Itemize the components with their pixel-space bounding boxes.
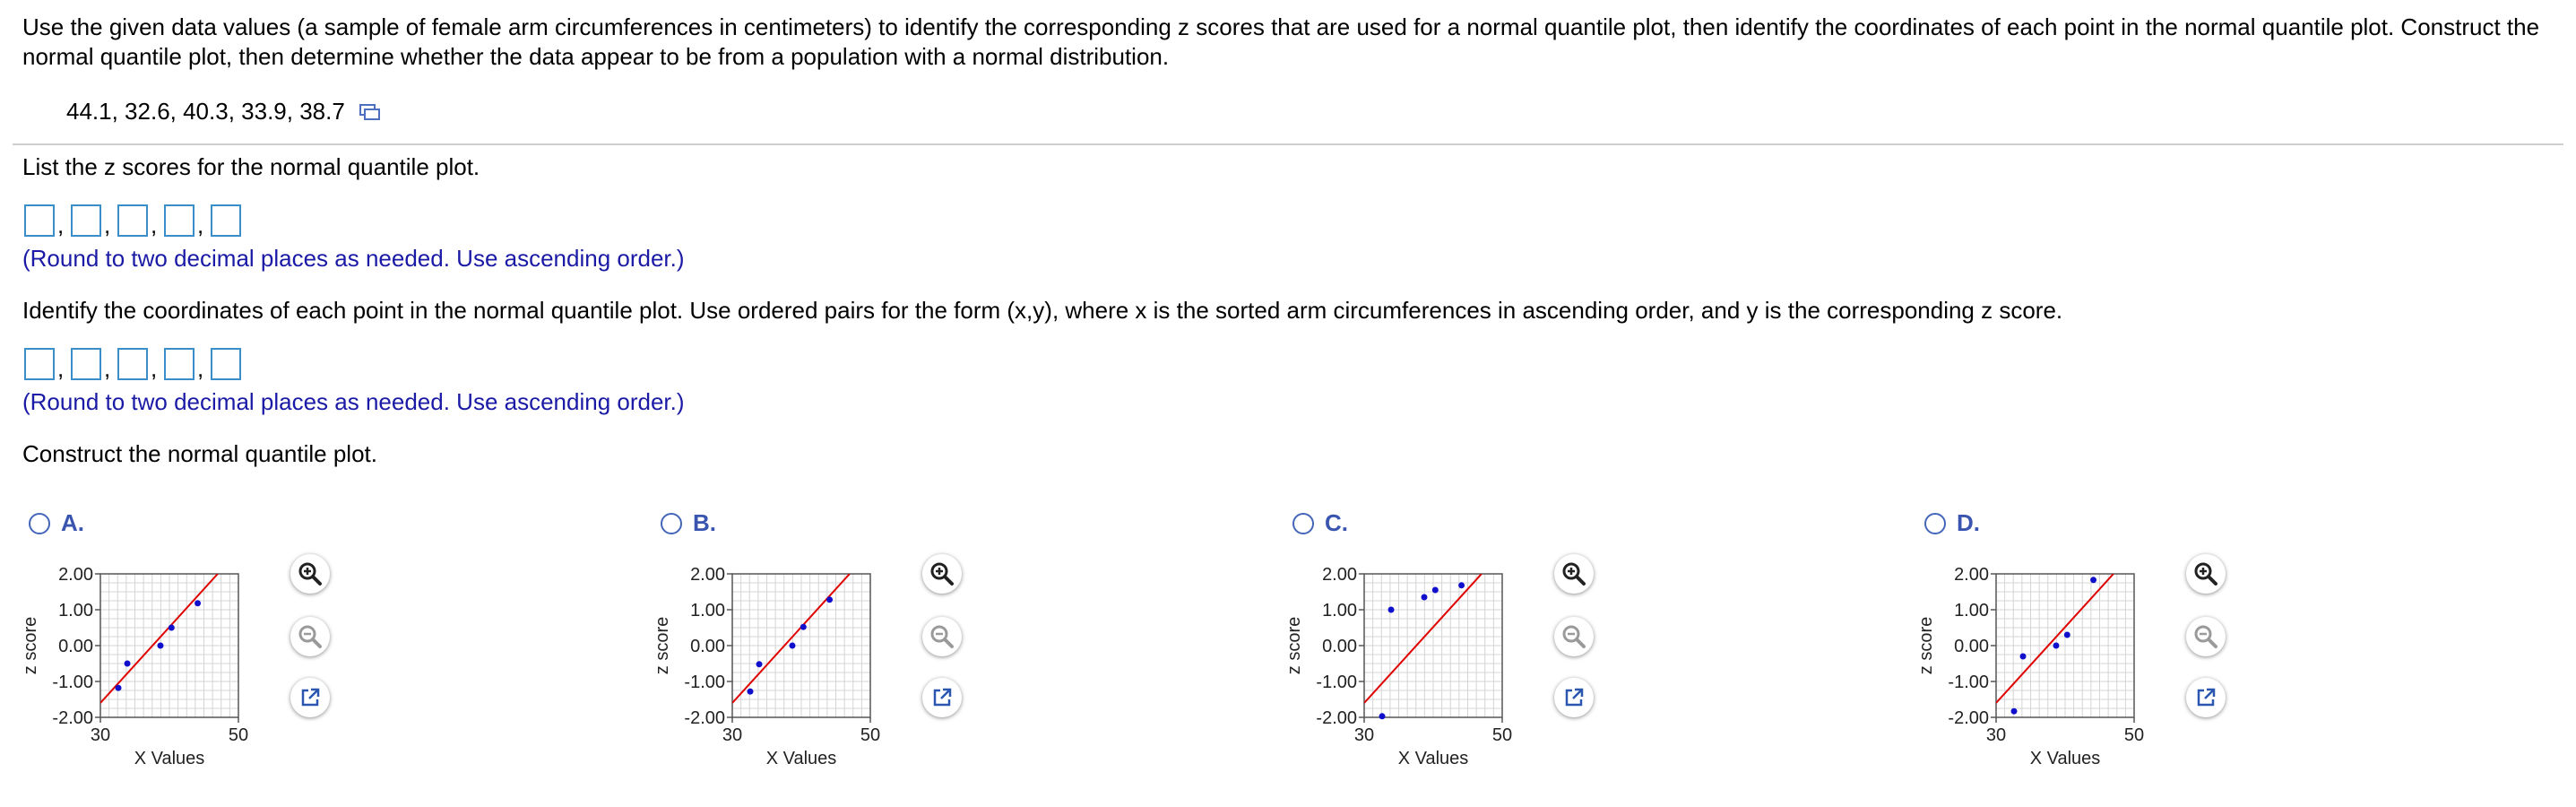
comma: , (57, 212, 65, 239)
zoom-out-icon (2193, 624, 2218, 649)
part2-hint: (Round to two decimal places as needed. Use ascending order.) (22, 388, 685, 415)
zoom-out-button[interactable] (1554, 617, 1594, 656)
y-tick-label: -1.00 (52, 672, 93, 692)
y-tick-label: -2.00 (1948, 708, 1989, 728)
part1-hint: (Round to two decimal places as needed. Use ascending order.) (22, 245, 685, 272)
section-divider (13, 143, 2563, 145)
y-tick-label: -1.00 (1316, 672, 1357, 692)
coordinate-input-4[interactable] (164, 348, 194, 380)
zoom-in-icon (298, 561, 323, 586)
comma: , (151, 212, 158, 239)
data-values (66, 97, 381, 126)
popout-icon (2195, 687, 2217, 708)
y-tick-label: -2.00 (684, 708, 725, 728)
x-tick-label: 50 (228, 725, 249, 745)
data-point (789, 643, 795, 649)
y-tick-label: 0.00 (1322, 637, 1357, 656)
answer-option (1284, 508, 1863, 803)
data-point (1379, 713, 1386, 719)
x-axis-label: X Values (2029, 749, 2101, 768)
x-tick-label: 30 (1353, 725, 1375, 745)
data-point (826, 596, 833, 603)
y-tick-label: 1.00 (58, 601, 93, 620)
data-values-text: 44.1, 32.6, 40.3, 33.9, 38.7 (66, 98, 345, 125)
y-tick-label: 1.00 (690, 601, 725, 620)
x-axis-label: X Values (765, 749, 837, 768)
coordinate-input-2[interactable] (71, 348, 101, 380)
option-radio[interactable] (661, 513, 682, 534)
option-select[interactable] (661, 509, 716, 537)
data-point (1421, 594, 1427, 601)
popout-button[interactable] (922, 678, 962, 717)
y-tick-label: 0.00 (58, 637, 93, 656)
y-tick-label: 2.00 (58, 565, 93, 585)
comma: , (104, 212, 111, 239)
zoom-out-button[interactable] (922, 617, 962, 656)
data-point (2020, 654, 2027, 660)
option-letter: D. (1957, 509, 1980, 536)
data-point (800, 624, 807, 630)
option-radio[interactable] (1924, 513, 1946, 534)
x-tick-label: 30 (1985, 725, 2007, 745)
y-axis-label: z score (1284, 616, 1304, 675)
answer-option (1916, 508, 2494, 803)
y-tick-label: 2.00 (1322, 565, 1357, 585)
zoom-in-icon (2193, 561, 2218, 586)
popout-button[interactable] (1554, 678, 1594, 717)
zscore-answer-row (24, 204, 241, 237)
zoom-in-button[interactable] (290, 554, 330, 594)
answer-option (653, 508, 1231, 803)
option-select[interactable] (1292, 509, 1348, 537)
zscore-input-1[interactable] (24, 204, 55, 237)
y-tick-label: 2.00 (690, 565, 725, 585)
data-point (194, 600, 201, 606)
zoom-in-icon (1561, 561, 1586, 586)
data-point (1432, 587, 1439, 594)
popout-button[interactable] (2186, 678, 2226, 717)
popout-icon (299, 687, 321, 708)
normal-quantile-plot (1284, 561, 1522, 794)
plot-area (21, 565, 248, 768)
x-tick-label: 50 (1491, 725, 1513, 745)
answer-option (21, 508, 599, 803)
data-point (116, 685, 122, 691)
zscore-input-5[interactable] (211, 204, 241, 237)
data-point (2053, 643, 2059, 649)
data-point (2011, 708, 2018, 715)
data-point (756, 661, 763, 667)
y-axis-label: z score (21, 616, 40, 675)
data-point (748, 689, 754, 695)
y-axis-label: z score (653, 616, 672, 675)
y-tick-label: 2.00 (1954, 565, 1989, 585)
comma: , (151, 355, 158, 382)
popout-button[interactable] (290, 678, 330, 717)
data-point (1388, 607, 1395, 613)
data-point (157, 643, 163, 649)
zoom-out-icon (298, 624, 323, 649)
part2-prompt: Identify the coordinates of each point in the normal quantile plot. Use ordered pairs for the form (x,y), where x is the sorted arm circumferences in ascending order, and y is the corresponding z score. (22, 297, 2063, 324)
zscore-input-3[interactable] (117, 204, 148, 237)
coordinate-input-3[interactable] (117, 348, 148, 380)
x-tick-label: 50 (860, 725, 881, 745)
popout-icon (1563, 687, 1585, 708)
part3-prompt: Construct the normal quantile plot. (22, 440, 377, 467)
option-select[interactable] (29, 509, 84, 537)
zoom-out-button[interactable] (2186, 617, 2226, 656)
data-point (2090, 577, 2096, 583)
option-select[interactable] (1924, 509, 1980, 537)
part1-prompt: List the z scores for the normal quantile plot. (22, 153, 480, 180)
plot-area (653, 565, 880, 768)
zoom-out-button[interactable] (290, 617, 330, 656)
y-tick-label: -2.00 (52, 708, 93, 728)
option-letter: C. (1325, 509, 1348, 536)
zoom-in-button[interactable] (1554, 554, 1594, 594)
x-tick-label: 50 (2123, 725, 2145, 745)
zoom-in-button[interactable] (2186, 554, 2226, 594)
comma: , (197, 212, 204, 239)
normal-quantile-plot (1916, 561, 2154, 794)
y-tick-label: -1.00 (1948, 672, 1989, 692)
data-point (125, 661, 131, 667)
x-axis-label: X Values (134, 749, 205, 768)
zscore-input-4[interactable] (164, 204, 194, 237)
coordinate-answer-row (24, 348, 241, 380)
coordinate-input-1[interactable] (24, 348, 55, 380)
plot-area (1284, 565, 1512, 768)
zoom-out-icon (1561, 624, 1586, 649)
y-tick-label: -2.00 (1316, 708, 1357, 728)
comma: , (104, 355, 111, 382)
option-radio[interactable] (29, 513, 50, 534)
zscore-input-2[interactable] (71, 204, 101, 237)
copy-data-icon[interactable] (358, 102, 381, 122)
x-tick-label: 30 (90, 725, 111, 745)
plot-area (1916, 565, 2144, 768)
coordinate-input-5[interactable] (211, 348, 241, 380)
y-tick-label: -1.00 (684, 672, 725, 692)
normal-quantile-plot (21, 561, 258, 794)
data-point (2064, 632, 2070, 638)
option-radio[interactable] (1292, 513, 1314, 534)
popout-icon (931, 687, 953, 708)
comma: , (57, 355, 65, 382)
x-axis-label: X Values (1397, 749, 1469, 768)
y-tick-label: 0.00 (690, 637, 725, 656)
option-letter: B. (693, 509, 716, 536)
data-point (1458, 582, 1465, 588)
y-tick-label: 1.00 (1954, 601, 1989, 620)
zoom-in-button[interactable] (922, 554, 962, 594)
zoom-in-icon (929, 561, 955, 586)
comma: , (197, 355, 204, 382)
y-axis-label: z score (1916, 616, 1936, 675)
x-tick-label: 30 (722, 725, 743, 745)
y-tick-label: 1.00 (1322, 601, 1357, 620)
normal-quantile-plot (653, 561, 890, 794)
option-letter: A. (61, 509, 84, 536)
data-point (169, 625, 175, 631)
question-text: Use the given data values (a sample of female arm circumferences in centimeters) to identify the corresponding z scores that are used for a normal quantile plot, then identify the coordinates of each point in the normal quantile plot. Construct the normal quantile plot, then determine whether the data appear to be from a population with a normal distribution. (22, 13, 2540, 70)
y-tick-label: 0.00 (1954, 637, 1989, 656)
zoom-out-icon (929, 624, 955, 649)
